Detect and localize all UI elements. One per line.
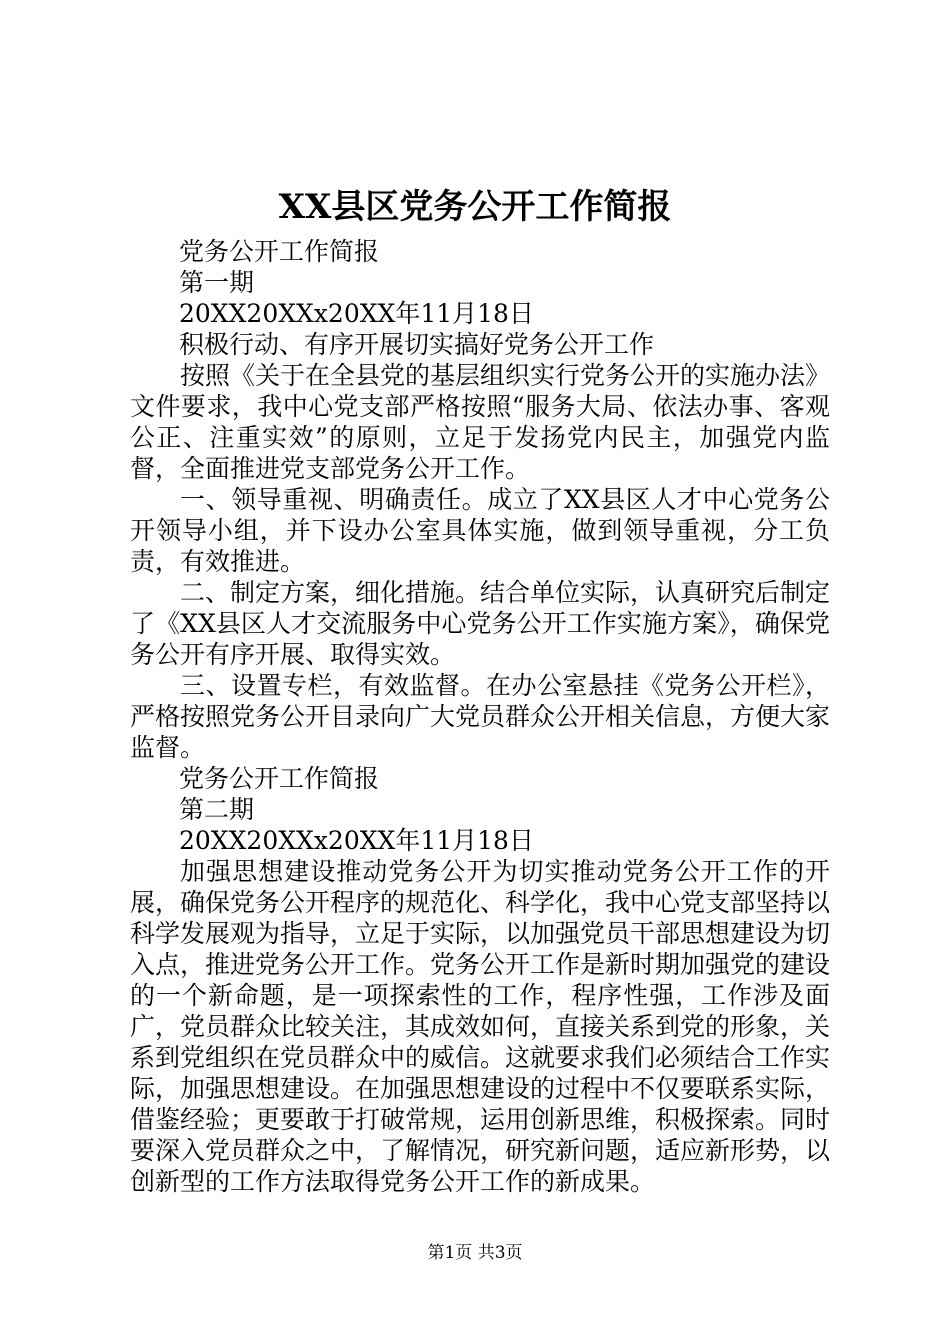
issue2-date: 20XX20XXx20XX年11月18日 [179, 826, 534, 855]
issue1-number: 第一期 [179, 268, 255, 297]
issue2-header: 党务公开工作简报 [179, 764, 380, 793]
issue1-paragraph-2: 二、制定方案，细化措施。结合单位实际，认真研究后制定了《XX县区人才交流服务中心党务公开工作实施方案》，确保党务公开有序开展、取得实效。 [130, 578, 831, 669]
issue2-number: 第二期 [179, 795, 255, 824]
document-title: XX县区党务公开工作简报 [278, 187, 672, 227]
issue1-paragraph-1: 一、领导重视、明确责任。成立了XX县区人才中心党务公开领导小组，并下设办公室具体实施，做到领导重视，分工负责，有效推进。 [130, 485, 830, 576]
issue1-header: 党务公开工作简报 [179, 237, 380, 266]
page-footer: 第1页 共3页 [427, 1243, 523, 1263]
issue1-paragraph-3: 三、设置专栏，有效监督。在办公室悬挂《党务公开栏》，严格按照党务公开目录向广大党员群众公开相关信息，方便大家监督。 [130, 671, 831, 762]
issue1-date: 20XX20XXx20XX年11月18日 [179, 299, 534, 328]
issue1-subtitle: 积极行动、有序开展切实搞好党务公开工作 [179, 330, 655, 359]
issue1-paragraph-intro: 按照《关于在全县党的基层组织实行党务公开的实施办法》文件要求，我中心党支部严格按照“服务大局、依法办事、客观公正、注重实效”的原则，立足于发扬党内民主，加强党内监督，全面推进党支部党务公开工作。 [130, 361, 831, 483]
document-body [130, 236, 830, 1197]
issue2-paragraph-1: 加强思想建设推动党务公开为切实推动党务公开工作的开展，确保党务公开程序的规范化、科学化，我中心党支部坚持以科学发展观为指导，立足于实际，以加强党员干部思想建设为切入点，推进党务公开工作。党务公开工作是新时期加强党的建设的一个新命题，是一项探索性的工作，程序性强，工作涉及面广，党员群众比较关注，其成效如何，直接关系到党的形象，关系到党组织在党员群众中的威信。这就要求我们必须结合工作实际，加强思想建设。在加强思想建设的过程中不仅要联系实际，借鉴经验；更要敢于打破常规，运用创新思维，积极探索。同时要深入党员群众之中，了解情况，研究新问题，适应新形势，以创新型的工作方法取得党务公开工作的新成果。 [130, 857, 831, 1196]
